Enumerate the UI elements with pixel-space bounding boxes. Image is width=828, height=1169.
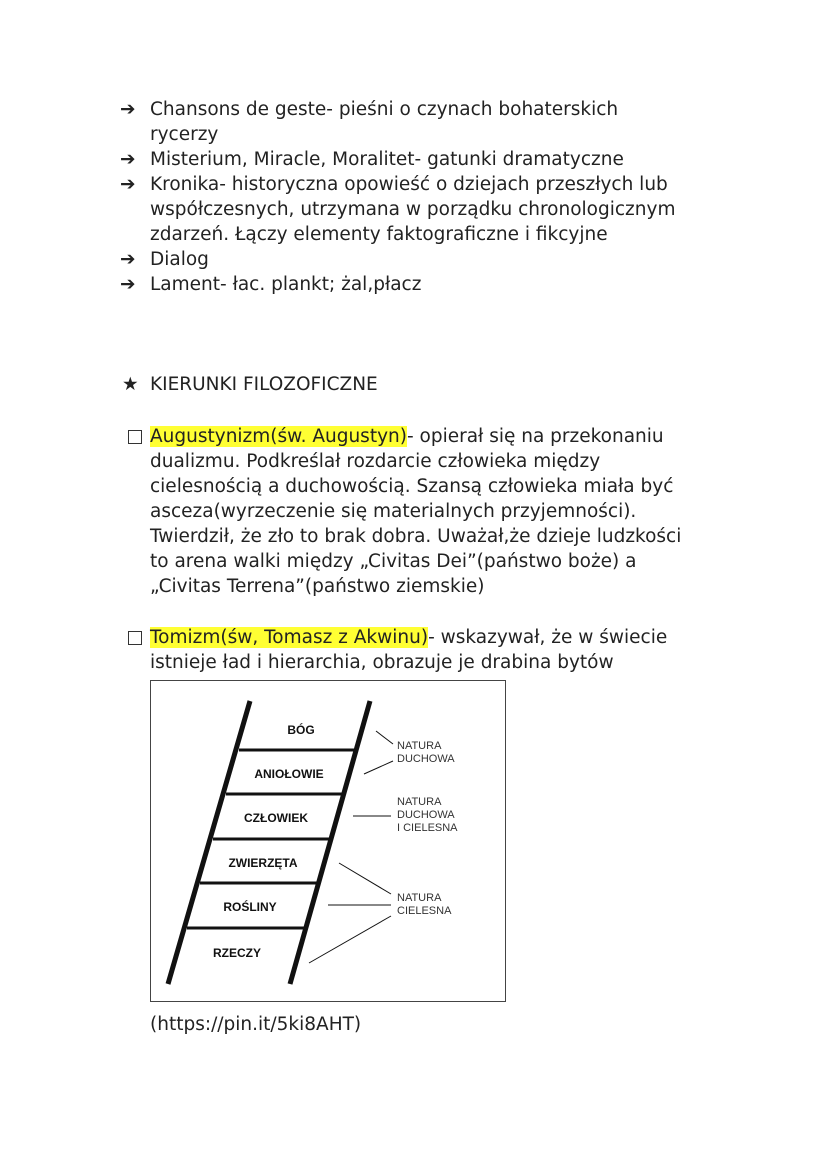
nature-label: DUCHOWA (397, 809, 455, 821)
section-heading: KIERUNKI FILOZOFICZNE (150, 374, 378, 395)
paragraph-line: istnieje ład i hierarchia, obrazuje je drabina bytów (150, 652, 614, 673)
ladder-rail (290, 701, 370, 984)
nature-label: NATURA (397, 796, 442, 808)
list-item: zdarzeń. Łączy elementy faktograficzne i fikcyjne (150, 224, 608, 245)
arrow-icon: ➔ (120, 249, 136, 270)
checkbox[interactable] (128, 631, 142, 645)
rung-label: RZECZY (213, 946, 261, 960)
checkbox[interactable] (128, 430, 142, 444)
paragraph-line: „Civitas Terrena”(państwo ziemskie) (150, 576, 485, 597)
thomism-first-line (150, 625, 667, 650)
rung-label: ZWIERZĘTA (228, 856, 298, 870)
text: - opierał się na przekonaniu (406, 426, 664, 447)
star-icon: ★ (122, 374, 139, 395)
list-item: Kronika- historyczna opowieść o dziejach przeszłych lub (150, 174, 668, 195)
paragraph-line: to arena walki między „Civitas Dei”(państwo boże) a (150, 551, 637, 572)
rung-label: ANIOŁOWIE (254, 767, 324, 781)
list-item: rycerzy (150, 124, 219, 145)
ladder-rail (168, 701, 250, 984)
highlighted-term: Tomizm(św, Tomasz z Akwinu) (150, 627, 429, 648)
arrow-icon: ➔ (120, 274, 136, 295)
paragraph-line: asceza(wyrzeczenie się materialnych przyjemności). (150, 501, 637, 522)
ladder-of-beings-diagram (150, 680, 506, 1002)
paragraph-line: dualizmu. Podkreślał rozdarcie człowieka między (150, 451, 601, 472)
augustinism-first-line (150, 424, 664, 449)
rung-label: BÓG (287, 723, 315, 737)
rung-label: CZŁOWIEK (244, 811, 308, 825)
rung-label: ROŚLINY (223, 900, 277, 914)
nature-label: NATURA (397, 892, 442, 904)
arrow-icon: ➔ (120, 149, 136, 170)
list-item: Lament- łac. plankt; żal,płacz (150, 274, 422, 295)
list-item: Misterium, Miracle, Moralitet- gatunki dramatyczne (150, 149, 624, 170)
nature-label: I CIELESNA (397, 822, 458, 834)
nature-label: CIELESNA (397, 905, 452, 917)
highlighted-term: Augustynizm(św. Augustyn) (150, 426, 407, 447)
list-item: Dialog (150, 249, 209, 270)
arrow-icon: ➔ (120, 99, 136, 120)
paragraph-line: Twierdził, że zło to brak dobra. Uważał,że dzieje ludzkości (150, 526, 682, 547)
list-item: współczesnych, utrzymana w porządku chronologicznym (150, 199, 676, 220)
nature-label: NATURA (397, 740, 442, 752)
text: - wskazywał, że w świecie (428, 627, 668, 648)
arrow-icon: ➔ (120, 174, 136, 195)
paragraph-line: cielesnością a duchowością. Szansą człowieka miała być (150, 476, 674, 497)
list-item: Chansons de geste- pieśni o czynach bohaterskich (150, 99, 619, 120)
source-link[interactable]: (https://pin.it/5ki8AHT) (150, 1014, 362, 1035)
nature-label: DUCHOWA (397, 753, 455, 765)
